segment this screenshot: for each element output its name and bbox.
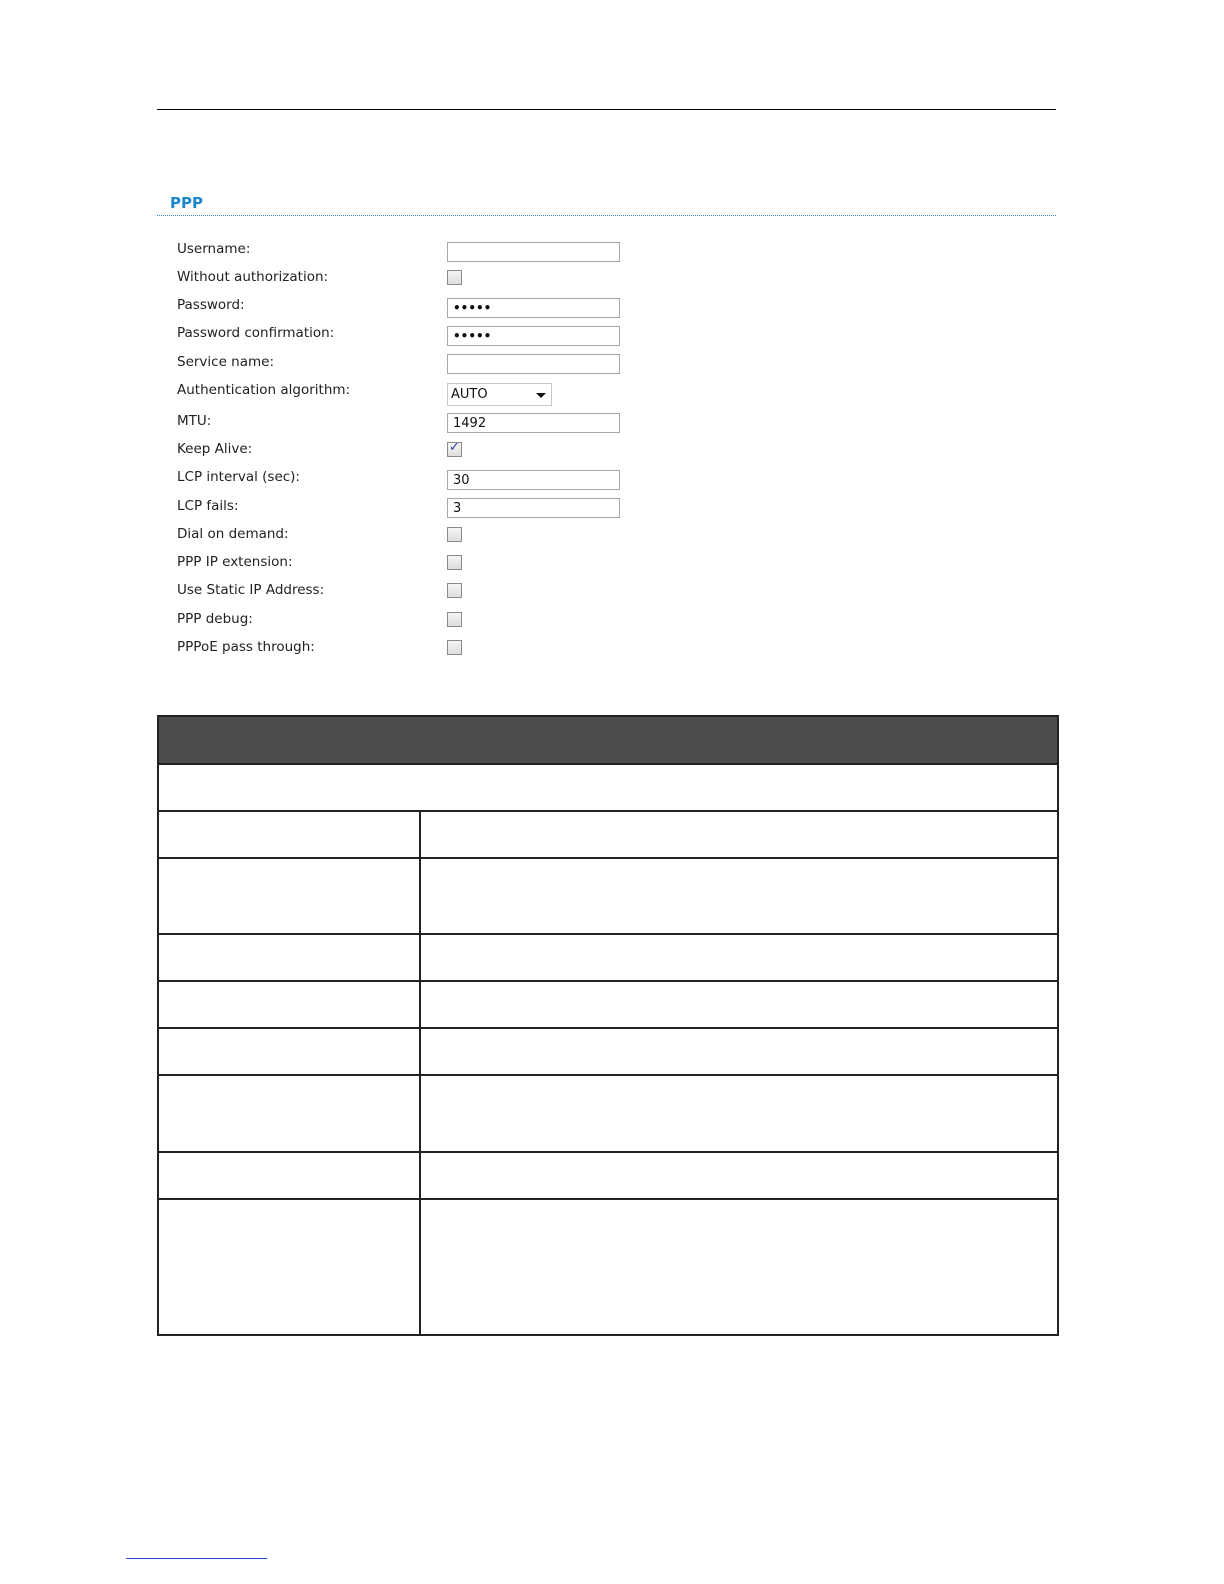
mtu-row	[0, 413, 1224, 437]
use-static-ip-checkbox[interactable]	[447, 583, 462, 598]
table-cell	[420, 1075, 1058, 1152]
table-row	[158, 1028, 1058, 1075]
table-cell	[158, 858, 420, 934]
table-row	[158, 1075, 1058, 1152]
table-cell	[420, 981, 1058, 1028]
ppp-debug-row	[0, 611, 1224, 635]
table-cell	[420, 1028, 1058, 1075]
table-cell	[158, 1028, 420, 1075]
pppoe-pass-through-row	[0, 639, 1224, 663]
table-row	[158, 934, 1058, 981]
table-row	[158, 858, 1058, 934]
table-cell	[158, 981, 420, 1028]
table-row	[158, 981, 1058, 1028]
header-rule	[157, 109, 1056, 110]
password-confirmation-input[interactable]: •••••	[447, 326, 620, 346]
password-input[interactable]: •••••	[447, 298, 620, 318]
section-divider	[157, 215, 1056, 216]
dial-on-demand-label: Dial on demand:	[177, 526, 289, 542]
section-title: PPP	[170, 194, 203, 212]
mtu-label: MTU:	[177, 413, 212, 429]
lcp-fails-row	[0, 498, 1224, 522]
table-row	[158, 811, 1058, 858]
lcp-interval-input[interactable]: 30	[447, 470, 620, 490]
table-cell	[158, 811, 420, 858]
table-subheader-cell	[158, 764, 1058, 811]
ppp-debug-label: PPP debug:	[177, 611, 253, 627]
keep-alive-label: Keep Alive:	[177, 441, 253, 457]
lcp-interval-row	[0, 469, 1224, 493]
password-confirmation-row	[0, 325, 1224, 349]
ppp-ip-extension-row	[0, 554, 1224, 578]
use-static-ip-label: Use Static IP Address:	[177, 582, 325, 598]
table-cell	[158, 934, 420, 981]
without-authorization-checkbox[interactable]	[447, 270, 462, 285]
table-cell	[420, 934, 1058, 981]
dial-on-demand-row	[0, 526, 1224, 550]
lcp-fails-input[interactable]: 3	[447, 498, 620, 518]
keep-alive-row	[0, 441, 1224, 465]
username-row	[0, 241, 1224, 265]
without-authorization-row	[0, 269, 1224, 293]
authentication-algorithm-label: Authentication algorithm:	[177, 382, 351, 398]
table-header-row	[158, 716, 1058, 764]
ppp-debug-checkbox[interactable]	[447, 612, 462, 627]
keep-alive-checkbox[interactable]	[447, 442, 462, 457]
username-input[interactable]	[447, 242, 620, 262]
chevron-down-icon	[536, 393, 546, 398]
without-authorization-label: Without authorization:	[177, 269, 329, 285]
footer-link-underline	[126, 1558, 267, 1559]
pppoe-pass-through-checkbox[interactable]	[447, 640, 462, 655]
table-cell	[420, 1199, 1058, 1335]
username-label: Username:	[177, 241, 251, 257]
table-cell	[420, 1152, 1058, 1199]
check-icon: ✓	[449, 440, 460, 455]
table-cell	[158, 1152, 420, 1199]
pppoe-pass-through-label: PPPoE pass through:	[177, 639, 315, 655]
use-static-ip-row	[0, 582, 1224, 606]
ppp-ip-extension-label: PPP IP extension:	[177, 554, 293, 570]
table-row	[158, 1152, 1058, 1199]
table-cell	[158, 1075, 420, 1152]
table-cell	[420, 811, 1058, 858]
service-name-label: Service name:	[177, 354, 275, 370]
lcp-fails-label: LCP fails:	[177, 498, 239, 514]
dial-on-demand-checkbox[interactable]	[447, 527, 462, 542]
description-table	[157, 715, 1059, 1336]
table-subheader-row	[158, 764, 1058, 811]
password-label: Password:	[177, 297, 245, 313]
password-confirmation-label: Password confirmation:	[177, 325, 335, 341]
mtu-input[interactable]: 1492	[447, 413, 620, 433]
password-row	[0, 297, 1224, 321]
table-cell	[158, 1199, 420, 1335]
table-header	[158, 716, 1058, 764]
table-cell	[420, 858, 1058, 934]
service-name-input[interactable]	[447, 354, 620, 374]
ppp-ip-extension-checkbox[interactable]	[447, 555, 462, 570]
table-row	[158, 1199, 1058, 1335]
authentication-algorithm-row	[0, 382, 1224, 406]
lcp-interval-label: LCP interval (sec):	[177, 469, 300, 485]
service-name-row	[0, 354, 1224, 378]
authentication-algorithm-value: AUTO	[451, 387, 488, 402]
authentication-algorithm-select[interactable]	[447, 383, 552, 406]
